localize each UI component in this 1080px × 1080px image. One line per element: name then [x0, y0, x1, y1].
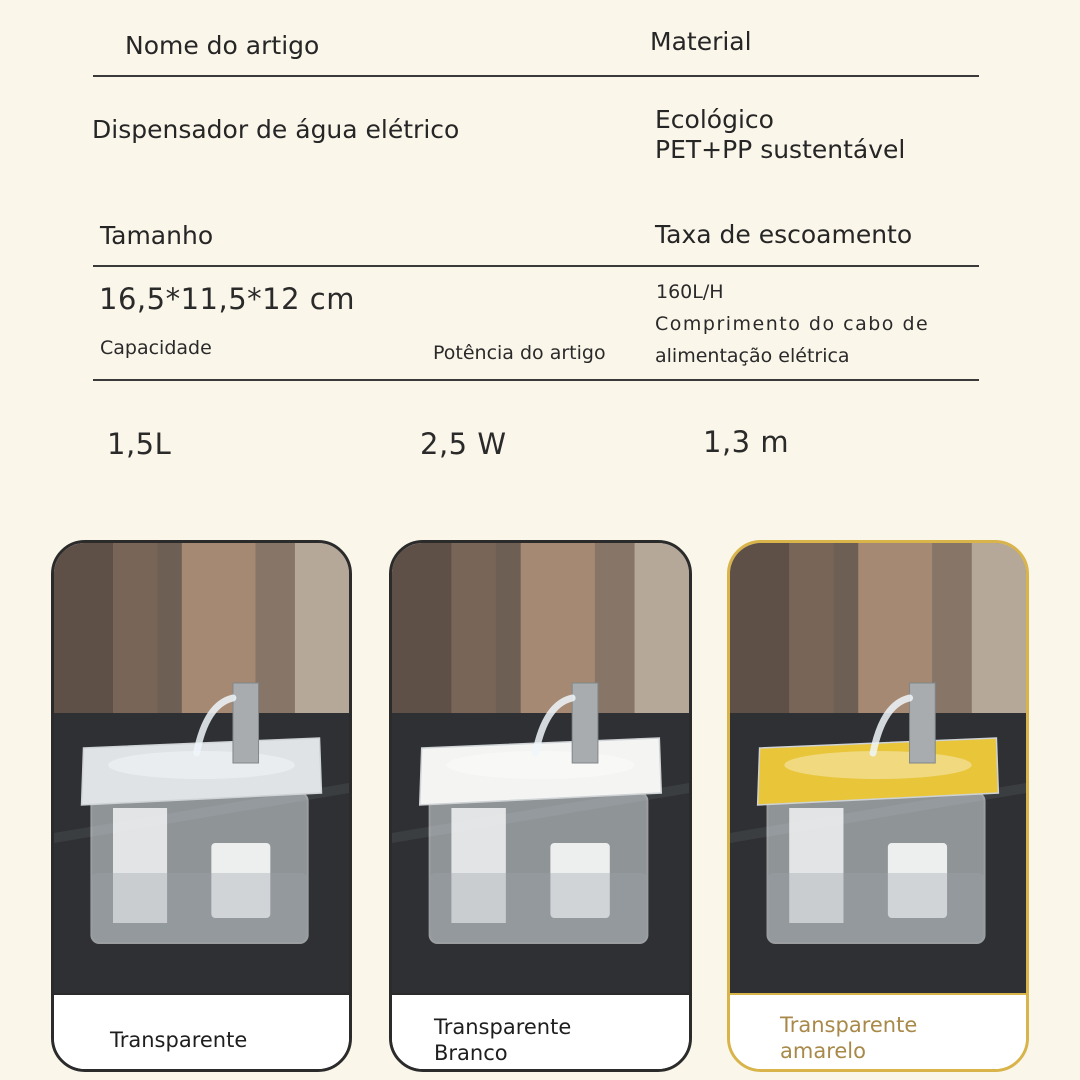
material-value-line2: PET+PP sustentável: [655, 135, 906, 164]
water: [767, 873, 984, 943]
water: [91, 873, 307, 943]
variant-label-line2: amarelo: [780, 1039, 866, 1063]
cable-length-label-line2: alimentação elétrica: [655, 345, 850, 367]
capacity-label: Capacidade: [100, 337, 212, 359]
variant-card-transparent-white[interactable]: [389, 540, 692, 1072]
product-photo: [392, 543, 689, 993]
power-label: Potência do artigo: [433, 342, 606, 364]
size-label: Tamanho: [100, 221, 214, 250]
product-photo: [730, 543, 1026, 993]
variant-label: [730, 993, 1026, 1069]
water-surface: [784, 751, 971, 779]
size-value: 16,5*11,5*12 cm: [99, 282, 355, 316]
capacity-value: 1,5L: [107, 427, 172, 461]
variant-label-line1: Transparente: [434, 1015, 572, 1039]
variant-label-line2: Branco: [434, 1041, 508, 1065]
spout: [572, 683, 598, 763]
spout: [910, 683, 936, 763]
cable-length-label-line1: Comprimento do cabo de: [655, 313, 930, 335]
divider-2: [93, 265, 979, 267]
variant-label-line1: Transparente: [110, 1028, 248, 1052]
material-value-line1: Ecológico: [655, 105, 774, 134]
item-name-label: Nome do artigo: [125, 31, 320, 60]
power-value: 2,5 W: [420, 427, 507, 461]
item-name-value: Dispensador de água elétrico: [92, 115, 460, 144]
water-surface: [108, 751, 295, 779]
water: [430, 873, 648, 943]
divider-3: [93, 379, 979, 381]
flow-rate-value: 160L/H: [656, 281, 724, 303]
variant-card-transparent-yellow[interactable]: [727, 540, 1029, 1072]
variant-label: [54, 993, 349, 1069]
cable-length-value: 1,3 m: [703, 425, 790, 459]
variant-card-transparent[interactable]: [51, 540, 352, 1072]
divider-1: [93, 75, 979, 77]
variant-label-line1: Transparente: [780, 1013, 918, 1037]
spout: [233, 683, 259, 763]
material-label: Material: [650, 27, 752, 56]
flow-rate-label: Taxa de escoamento: [655, 220, 913, 249]
product-photo: [54, 543, 349, 993]
water-surface: [446, 751, 634, 779]
variant-label: [392, 993, 689, 1069]
